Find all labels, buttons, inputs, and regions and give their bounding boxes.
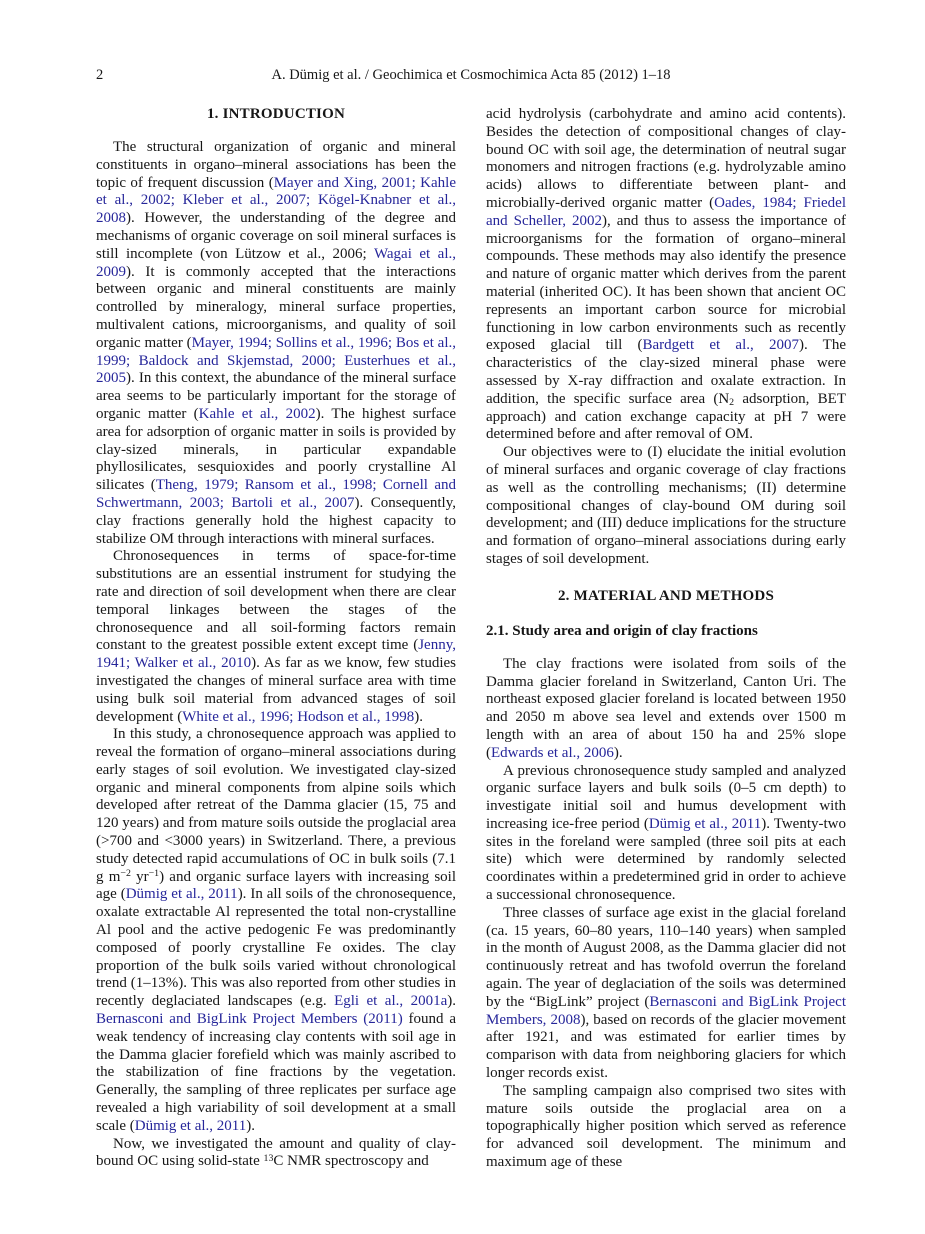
citation-link[interactable]: White et al., 1996; Hodson et al., 1998 [182, 708, 415, 725]
citation-link[interactable]: Dümig et al., 2011 [648, 815, 762, 832]
citation-link[interactable]: Edwards et al., 2006 [491, 744, 614, 761]
citation-link[interactable]: Dümig et al., 2011 [134, 1117, 247, 1134]
citation-link[interactable]: Mayer and Xing, 2001; Kahle et al., 2002; Kleber et al., 2007; Kögel-Knabner et al., 2008 [96, 174, 456, 227]
paragraph: A previous chronosequence study sampled and analyzed organic surface layers and bulk soils (0–5 cm depth) to investigate initial soil and humus development with increasing ice-free period (Dümig et al., 2011). Twenty-two sites in the foreland were sampled (three soil pits at each site) which were determined by randomly selected coordinates within a predetermined grid in order to achieve a successional chronosequence. [486, 762, 846, 904]
citation-link[interactable]: Bernasconi and BigLink Project Members (2011) [96, 1011, 403, 1028]
citation-link[interactable]: Jenny, 1941; Walker et al., 2010 [96, 637, 456, 672]
citation-link[interactable]: Bernasconi and BigLink Project Members, 2008 [486, 993, 846, 1028]
paragraph: acid hydrolysis (carbohydrate and amino acid contents). Besides the detection of compositional changes of clay-bound OC with soil age, the determination of neutral sugar monomers and nitrogen fractions (e.g. hydrolyzable amino acids) allows to differentiate between plant- and microbially-derived organic matter (Oades, 1984; Friedel and Scheller, 2002), and thus to assess the importance of microorganisms for the formation of organo–mineral compounds. These methods may also identify the presence and nature of organic matter which derives from the parent material (inherited OC). It has been shown that ancient OC represents an important carbon source for microbial functioning in low carbon environments such as recently exposed glacial till (Bardgett et al., 2007). The characteristics of the clay-sized mineral phase were assessed by X-ray diffraction and oxalate extraction. In addition, the specific surface area ($N_2$ adsorption, BET approach) and cation exchange capacity at pH 7 were determined before and after removal of OM. [486, 106, 847, 443]
superscript: −1 [148, 868, 160, 880]
citation-link[interactable]: Wagai et al., 2009 [96, 245, 457, 280]
paragraph: The clay fractions were isolated from soils of the Damma glacier foreland in Switzerland, Canton Uri. The northeast exposed glacier foreland is located between 1950 and 2050 m above sea level and extends over 1500 m length with an area of about 150 ha and 25% slope (Edwards et al., 2006). [486, 655, 846, 761]
paragraph: Three classes of surface age exist in the glacial foreland (ca. 15 years, 60–80 years, 110–140 years) when sampled in the month of August 2008, as the Damma glacier did not continuously retreat and has twofold overrun the foreland again. The year of deglaciation of the soils was determined by the “BigLink” project (Bernasconi and BigLink Project Members, 2008), based on records of the glacier movement after 1921, and was estimated for earlier times by comparison with data from neighboring glaciers for which longer records exist. [486, 904, 846, 1082]
citation-link[interactable]: Mayer, 1994; Sollins et al., 1996; Bos et al., 1999; Baldock and Skjemstad, 2000; Eusterhues et al., 2005 [96, 334, 456, 387]
two-column-body [96, 106, 846, 1172]
citation-link[interactable]: Kahle et al., 2002 [198, 405, 316, 422]
superscript: 13 [263, 1152, 274, 1164]
page-number: 2 [96, 67, 104, 83]
paragraph: The structural organization of organic and mineral constituents in organo–mineral associations has been the topic of frequent discussion (Mayer and Xing, 2001; Kahle et al., 2002; Kleber et al., 2007; Kögel-Knabner et al., 2008). However, the understanding of the degree and mechanisms of organic coverage on soil mineral surfaces is still incomplete (von Lützow et al., 2006; Wagai et al., 2009). It is commonly accepted that the interactions between organic and mineral constituents are mainly controlled by mineralogy, mineral surface properties, multivalent cations, microorganisms, and quality of soil organic matter (Mayer, 1994; Sollins et al., 1996; Bos et al., 1999; Baldock and Skjemstad, 2000; Eusterhues et al., 2005). In this context, the abundance of the mineral surface area seems to be particularly important for the storage of organic matter (Kahle et al., 2002). The highest surface area for adsorption of organic matter in soils is provided by clay-sized minerals, in particular expandable phyllosilicates, sesquioxides and poorly crystalline Al silicates (Theng, 1979; Ransom et al., 1998; Cornell and Schwertmann, 2003; Bartoli et al., 2007). Consequently, clay fractions generally hold the highest capacity to stabilize OM through interactions with mineral surfaces. [96, 139, 457, 547]
section-heading-material-and-methods: 2. MATERIAL AND METHODS [557, 587, 774, 604]
running-head: A. Dümig et al. / Geochimica et Cosmochimica Acta 85 (2012) 1–18 [271, 67, 671, 83]
paragraph: Chronosequences in terms of space-for-time substitutions are an essential instrument for studying the rate and direction of soil development when there are clear temporal linkages between the stages of the chronosequence and all soil-forming factors remain constant to the greatest possible extent except time (Jenny, 1941; Walker et al., 2010). As far as we know, few studies investigated the changes of mineral surface area with time using bulk soil material from advanced stages of soil development (White et al., 1996; Hodson et al., 1998). [96, 548, 457, 725]
citation-link[interactable]: Oades, 1984; Friedel and Scheller, 2002 [486, 194, 847, 229]
section-heading-introduction: 1. INTRODUCTION [206, 106, 345, 122]
citation-link[interactable]: Dümig et al., 2011 [125, 886, 238, 903]
paragraph: The sampling campaign also comprised two sites with mature soils outside the proglacial area on a topographically higher position which served as reference for advanced soil development. The minimum and maximum age of these [486, 1082, 846, 1171]
paragraph: Now, we investigated the amount and quality of clay-bound OC using solid-state $^{13}$C NMR spectroscopy and [96, 1135, 456, 1170]
right-column [486, 106, 846, 1172]
left-column [96, 106, 456, 1172]
subsection-heading-study-area: 2.1. Study area and origin of clay fractions [486, 622, 758, 639]
page-header [96, 67, 846, 85]
citation-link[interactable]: Bardgett et al., 2007 [642, 337, 799, 354]
paragraph: Our objectives were to (I) elucidate the initial evolution of mineral surfaces and organic coverage of clay fractions as well as the controlling mechanisms; (II) determine compositional changes of clay-bound OM during soil development; and (III) deduce implications for the structure and formation of organo–mineral associations during early stages of soil development. [486, 444, 846, 567]
paragraph: In this study, a chronosequence approach was applied to reveal the formation of organo–mineral associations during early stages of soil evolution. We investigated clay-sized organic and mineral components from alpine soils which developed after retreat of the Damma glacier (15, 75 and 120 years) and from mature soils outside the proglacial area (>700 and <3000 years) in Switzerland. There, a previous study detected rapid accumulations of OC in bulk soils (7.1 g $m^{-2}$ $yr^{-1}$) and organic surface layers with increasing soil age (Dümig et al., 2011). In all soils of the chronosequence, oxalate extractable Al represented the total non-crystalline Al pool and the active pedogenic Fe was predominantly composed of poorly crystalline Fe oxides. The clay proportion of the bulk soils varied without chronological trend (1–13%). This was also reported from other studies in recently deglaciated landscapes (e.g. Egli et al., 2001a). Bernasconi and BigLink Project Members (2011) found a weak tendency of increasing clay contents with soil age in the Damma glacier forefield which was mainly ascribed to the stabilization of fine fractions by the vegetation. Generally, the sampling of three replicates per surface age revealed a high variability of soil development at a small scale (Dümig et al., 2011). [96, 726, 457, 1134]
citation-link[interactable]: Egli et al., 2001a [334, 993, 448, 1010]
superscript: −2 [120, 868, 131, 880]
citation-link[interactable]: Theng, 1979; Ransom et al., 1998; Cornell and Schwertmann, 2003; Bartoli et al., 2007 [96, 477, 456, 511]
subscript: 2 [729, 397, 735, 409]
